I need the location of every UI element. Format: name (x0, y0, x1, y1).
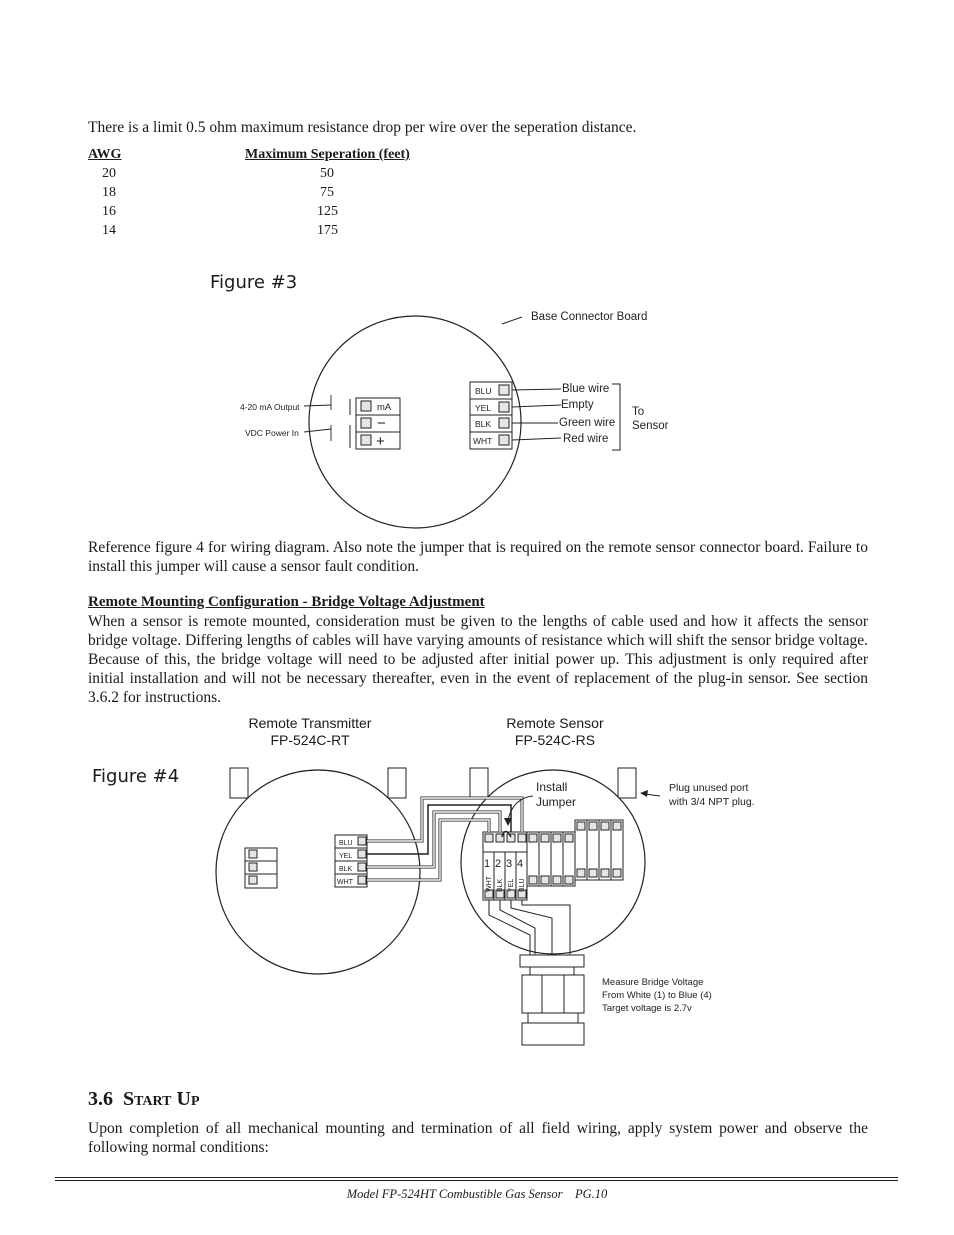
wire-label-blue: Blue wire (562, 383, 610, 395)
to-sensor-line2: Sensor (632, 420, 669, 432)
sensor-model: FP-524C-RS (514, 732, 596, 748)
start-up-paragraph: Upon completion of all mechanical mounting and termination of all field wiring, apply system power and observe the following normal conditions: (88, 1120, 868, 1156)
tx-terminal-wht: WHT (337, 879, 353, 886)
sensor-terminal-blu: BLU (519, 878, 526, 892)
to-sensor-line1: To (632, 406, 645, 418)
section-title-p: P (190, 1094, 200, 1109)
figure4-diagram (200, 760, 780, 1060)
sensor-terminal-wht: WHT (486, 876, 493, 892)
label-4-20-output: 4-20 mA Output (240, 402, 300, 412)
footer-text: Model FP-524HT Combustible Gas Sensor PG.10 (346, 1187, 608, 1201)
remote-mounting-paragraph: When a sensor is remote mounted, consideration must be given to the lengths of cable used and how it affects the sensor bridge voltage. Differing lengths of cables will have varying amounts of resistance which will shift the sensor bridge voltage. Because of this, the bridge voltage will need to be adjusted after initial power up. This adjustment is only required after initial installation and will not be necessary thereafter, even in the event of replacement of the plug-in sensor. See section 3.6.2 for instructions. (88, 613, 868, 706)
footer-rule-bottom (55, 1180, 898, 1181)
sensor-number-1: 1 (484, 858, 491, 870)
figure3-diagram (230, 295, 690, 535)
section-title-s: S (123, 1088, 135, 1110)
section-title-u: U (176, 1088, 191, 1110)
table-cell-awg: 20 (102, 166, 116, 181)
transmitter-housing (216, 768, 420, 974)
table-cell-awg: 16 (102, 204, 116, 219)
table-header-awg: AWG (88, 147, 122, 162)
terminal-minus: − (377, 415, 386, 432)
board-pointer-line (502, 317, 522, 324)
transmitter-label (230, 715, 390, 749)
terminal-yel: YEL (475, 403, 492, 413)
sensor-terminal-blk: BLK (497, 878, 504, 892)
table-cell-separation: 175 (317, 223, 338, 238)
sensor-number-2: 2 (495, 858, 502, 870)
right-terminal-block (470, 382, 512, 449)
tx-terminal-blk: BLK (339, 866, 353, 873)
sensor-fitting (520, 955, 584, 1045)
sensor-terminal-yel: YEL (508, 878, 515, 892)
table-cell-separation: 125 (317, 204, 338, 219)
label-vdc-power: VDC Power In (245, 428, 299, 438)
measure-line1: Measure Bridge Voltage (602, 977, 704, 988)
footer-rule-top (55, 1177, 898, 1178)
left-terminal-block (356, 398, 400, 450)
table-cell-separation: 50 (320, 166, 334, 181)
transmitter-name: Remote Transmitter (248, 715, 372, 731)
tx-terminal-yel: YEL (339, 853, 353, 860)
table-cell-separation: 75 (320, 185, 334, 200)
terminal-wht: WHT (473, 436, 493, 446)
sensor-name: Remote Sensor (506, 715, 604, 731)
section-heading (88, 1088, 200, 1111)
plug-note-line2: with 3/4 NPT plug. (669, 796, 755, 808)
install-jumper-line1: Install (536, 780, 568, 794)
figure3-title: Figure #3 (210, 272, 298, 293)
sensor-label (480, 715, 630, 749)
terminal-blu: BLU (475, 386, 492, 396)
transmitter-model: FP-524C-RT (270, 732, 350, 748)
wire-label-red: Red wire (563, 433, 609, 445)
plug-note-line1: Plug unused port (669, 782, 749, 794)
table-header-separation: Maximum Seperation (feet) (245, 147, 410, 162)
figure4-title: Figure #4 (92, 766, 180, 787)
tx-terminal-blu: BLU (339, 840, 353, 847)
terminal-blk: BLK (475, 419, 492, 429)
install-jumper-line2: Jumper (536, 795, 577, 809)
remote-mounting-heading: Remote Mounting Configuration - Bridge Voltage Adjustment (88, 594, 485, 610)
reference-paragraph: Reference figure 4 for wiring diagram. Also note the jumper that is required on the remote sensor connector board. Failure to install this jumper will cause a sensor fault condition. (88, 539, 868, 575)
sensor-number-4: 4 (517, 858, 524, 870)
measure-line2: From White (1) to Blue (4) (602, 990, 712, 1001)
wire-label-green: Green wire (559, 417, 616, 429)
terminal-plus: + (376, 433, 385, 450)
sensor-number-3: 3 (506, 858, 513, 870)
table-cell-awg: 18 (102, 185, 116, 200)
section-number: 3.6 (88, 1088, 113, 1110)
terminal-ma: mA (377, 402, 392, 413)
measure-line3: Target voltage is 2.7v (602, 1003, 692, 1014)
intro-paragraph: There is a limit 0.5 ohm maximum resistance drop per wire over the seperation distance. (88, 119, 637, 136)
section-title-tart: TART (134, 1094, 172, 1109)
board-label: Base Connector Board (531, 311, 648, 323)
table-cell-awg: 14 (102, 223, 116, 238)
wire-label-empty: Empty (561, 399, 594, 411)
